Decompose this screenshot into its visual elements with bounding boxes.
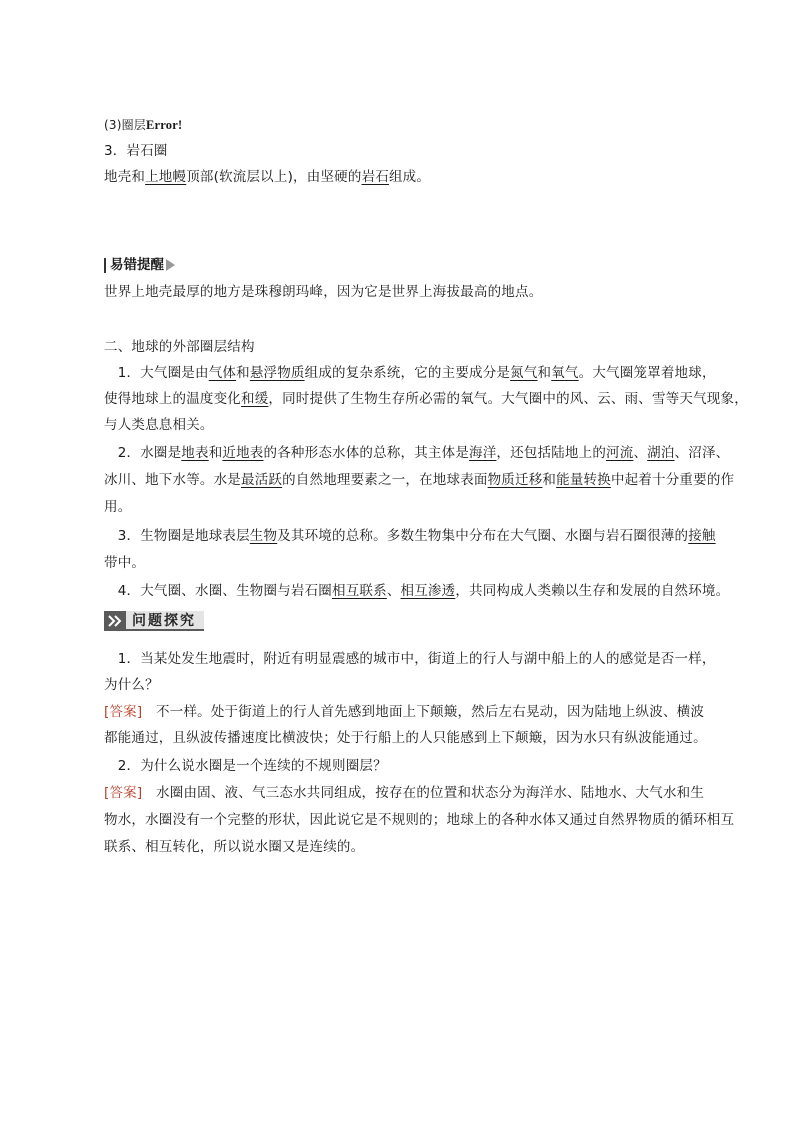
question-1-line-2: 为什么？ bbox=[104, 677, 159, 693]
tip-heading-label: 易错提醒 bbox=[110, 257, 164, 273]
text-segment: 与人类息息相关。 bbox=[104, 417, 214, 433]
outer-line bbox=[104, 498, 724, 516]
answer-1-line-1 bbox=[104, 703, 724, 721]
text-segment: ，同时提供了生物生存所必需的氧气。大气圈中的风、云、雨、雪等天气现象， bbox=[268, 391, 748, 407]
text-segment: 和 bbox=[537, 365, 552, 381]
text-segment: 、 bbox=[633, 445, 648, 461]
layers-item-prefix: (3)圈层 bbox=[104, 118, 146, 132]
layers-item bbox=[104, 116, 724, 134]
text-segment: 的各种形态水体的总称，其主体是 bbox=[263, 445, 470, 461]
text-segment: 组成的复杂系统，它的主要成分是 bbox=[304, 365, 511, 381]
play-arrow-icon bbox=[166, 259, 175, 271]
underlined-term: 氧气 bbox=[551, 365, 579, 381]
underlined-term: 悬浮物质 bbox=[249, 365, 305, 381]
underlined-term: 地表 bbox=[181, 445, 209, 461]
question-2: 2．为什么说水圈是一个连续的不规则圈层？ bbox=[104, 758, 387, 774]
text-segment: 和 bbox=[208, 445, 223, 461]
tip-bar-icon bbox=[104, 258, 106, 273]
underlined-term: 岩石 bbox=[361, 169, 389, 185]
text-segment: 中起着十分重要的作 bbox=[610, 472, 735, 488]
outer-line bbox=[104, 444, 730, 462]
inquiry-header bbox=[104, 610, 204, 632]
error-text: Error! bbox=[146, 118, 183, 132]
question-1-line-1: 1．当某处发生地震时，附近有明显震感的城市中，街道上的行人与湖中船上的人的感觉是否一样， bbox=[104, 651, 716, 667]
text-segment: 顶部(软流层以上)，由坚硬的 bbox=[186, 169, 362, 185]
underlined-term: 物质迁移 bbox=[487, 472, 543, 488]
double-chevron-icon bbox=[104, 611, 126, 631]
text-segment: 和 bbox=[236, 365, 250, 381]
text-segment: 地壳和 bbox=[104, 169, 146, 185]
inquiry-header-title: 问题探究 bbox=[126, 611, 204, 631]
tip-heading bbox=[104, 256, 175, 274]
outer-line bbox=[104, 582, 730, 600]
outer-line bbox=[104, 471, 735, 489]
outer-line bbox=[104, 554, 724, 572]
text-segment: 和 bbox=[542, 472, 557, 488]
text-segment: 、 bbox=[386, 583, 401, 599]
underlined-term: 湖泊 bbox=[647, 445, 675, 461]
answer-tag: [答案] bbox=[104, 785, 143, 801]
text-segment: ，还包括陆地上的 bbox=[496, 445, 607, 461]
answer-tag: [答案] bbox=[104, 704, 143, 720]
text-segment: 3．生物圈是地球表层 bbox=[104, 528, 250, 544]
rock-sphere-text bbox=[104, 168, 724, 186]
text-segment: 2．水圈是 bbox=[104, 445, 182, 461]
outer-line bbox=[104, 364, 724, 382]
text-segment: 及其环境的总称。多数生物集中分布在大气圈、水圈与岩石圈很薄的 bbox=[277, 528, 689, 544]
answer-1-text: 不一样。处于街道上的行人首先感到地面上下颠簸，然后左右晃动，因为陆地上纵波、横波 bbox=[142, 704, 705, 720]
underlined-term: 上地幔 bbox=[145, 169, 187, 185]
text-segment: 。大气圈笼罩着地球， bbox=[578, 365, 716, 381]
text-segment: 使得地球上的温度变化 bbox=[104, 391, 241, 407]
tip-text: 世界上地壳最厚的地方是珠穆朗玛峰，因为它是世界上海拔最高的地点。 bbox=[104, 284, 543, 300]
text-segment: 的自然地理要素之一，在地球表面 bbox=[282, 472, 488, 488]
underlined-term: 和缓 bbox=[241, 391, 269, 407]
underlined-term: 相互渗透 bbox=[400, 583, 456, 599]
underlined-term: 气体 bbox=[208, 365, 237, 381]
answer-2-line-2: 物水，水圈没有一个完整的形状，因此说它是不规则的；地球上的各种水体又通过自然界物质的循环相互 bbox=[104, 812, 735, 828]
underlined-term: 河流 bbox=[606, 445, 634, 461]
answer-2-line-1 bbox=[104, 784, 724, 802]
text-segment: ，共同构成人类赖以生存和发展的自然环境。 bbox=[455, 583, 730, 599]
answer-1-line-2: 都能通过，且纵波传播速度比横波快；处于行船上的人只能感到上下颠簸，因为水只有纵波能通过。 bbox=[104, 730, 707, 746]
underlined-term: 相互联系 bbox=[332, 583, 387, 599]
underlined-term: 生物 bbox=[249, 528, 278, 544]
text-segment: 1．大气圈是由 bbox=[104, 365, 209, 381]
answer-2-line-3: 联系、相互转化，所以说水圈又是连续的。 bbox=[104, 839, 365, 855]
underlined-term: 近地表 bbox=[222, 445, 264, 461]
underlined-term: 能量转换 bbox=[556, 472, 611, 488]
underlined-term: 最活跃 bbox=[241, 472, 283, 488]
text-segment: 4．大气圈、水圈、生物圈与岩石圈 bbox=[104, 583, 332, 599]
text-segment: 带中。 bbox=[104, 555, 146, 571]
outer-line bbox=[104, 416, 724, 434]
underlined-term: 接触 bbox=[688, 528, 716, 544]
answer-2-text: 水圈由固、液、气三态水共同组成，按存在的位置和状态分为海洋水、陆地水、大气水和生 bbox=[142, 785, 705, 801]
text-segment: 、沼泽、 bbox=[674, 445, 730, 461]
rock-sphere-title: 3．岩石圈 bbox=[104, 143, 168, 159]
underlined-term: 氮气 bbox=[510, 365, 538, 381]
underlined-term: 海洋 bbox=[469, 445, 497, 461]
outer-section-title: 二、地球的外部圈层结构 bbox=[104, 339, 255, 355]
text-segment: 组成。 bbox=[388, 169, 431, 185]
text-segment: 冰川、地下水等。水是 bbox=[104, 472, 241, 488]
outer-line bbox=[104, 527, 724, 545]
outer-line bbox=[104, 390, 748, 408]
text-segment: 用。 bbox=[104, 499, 132, 515]
